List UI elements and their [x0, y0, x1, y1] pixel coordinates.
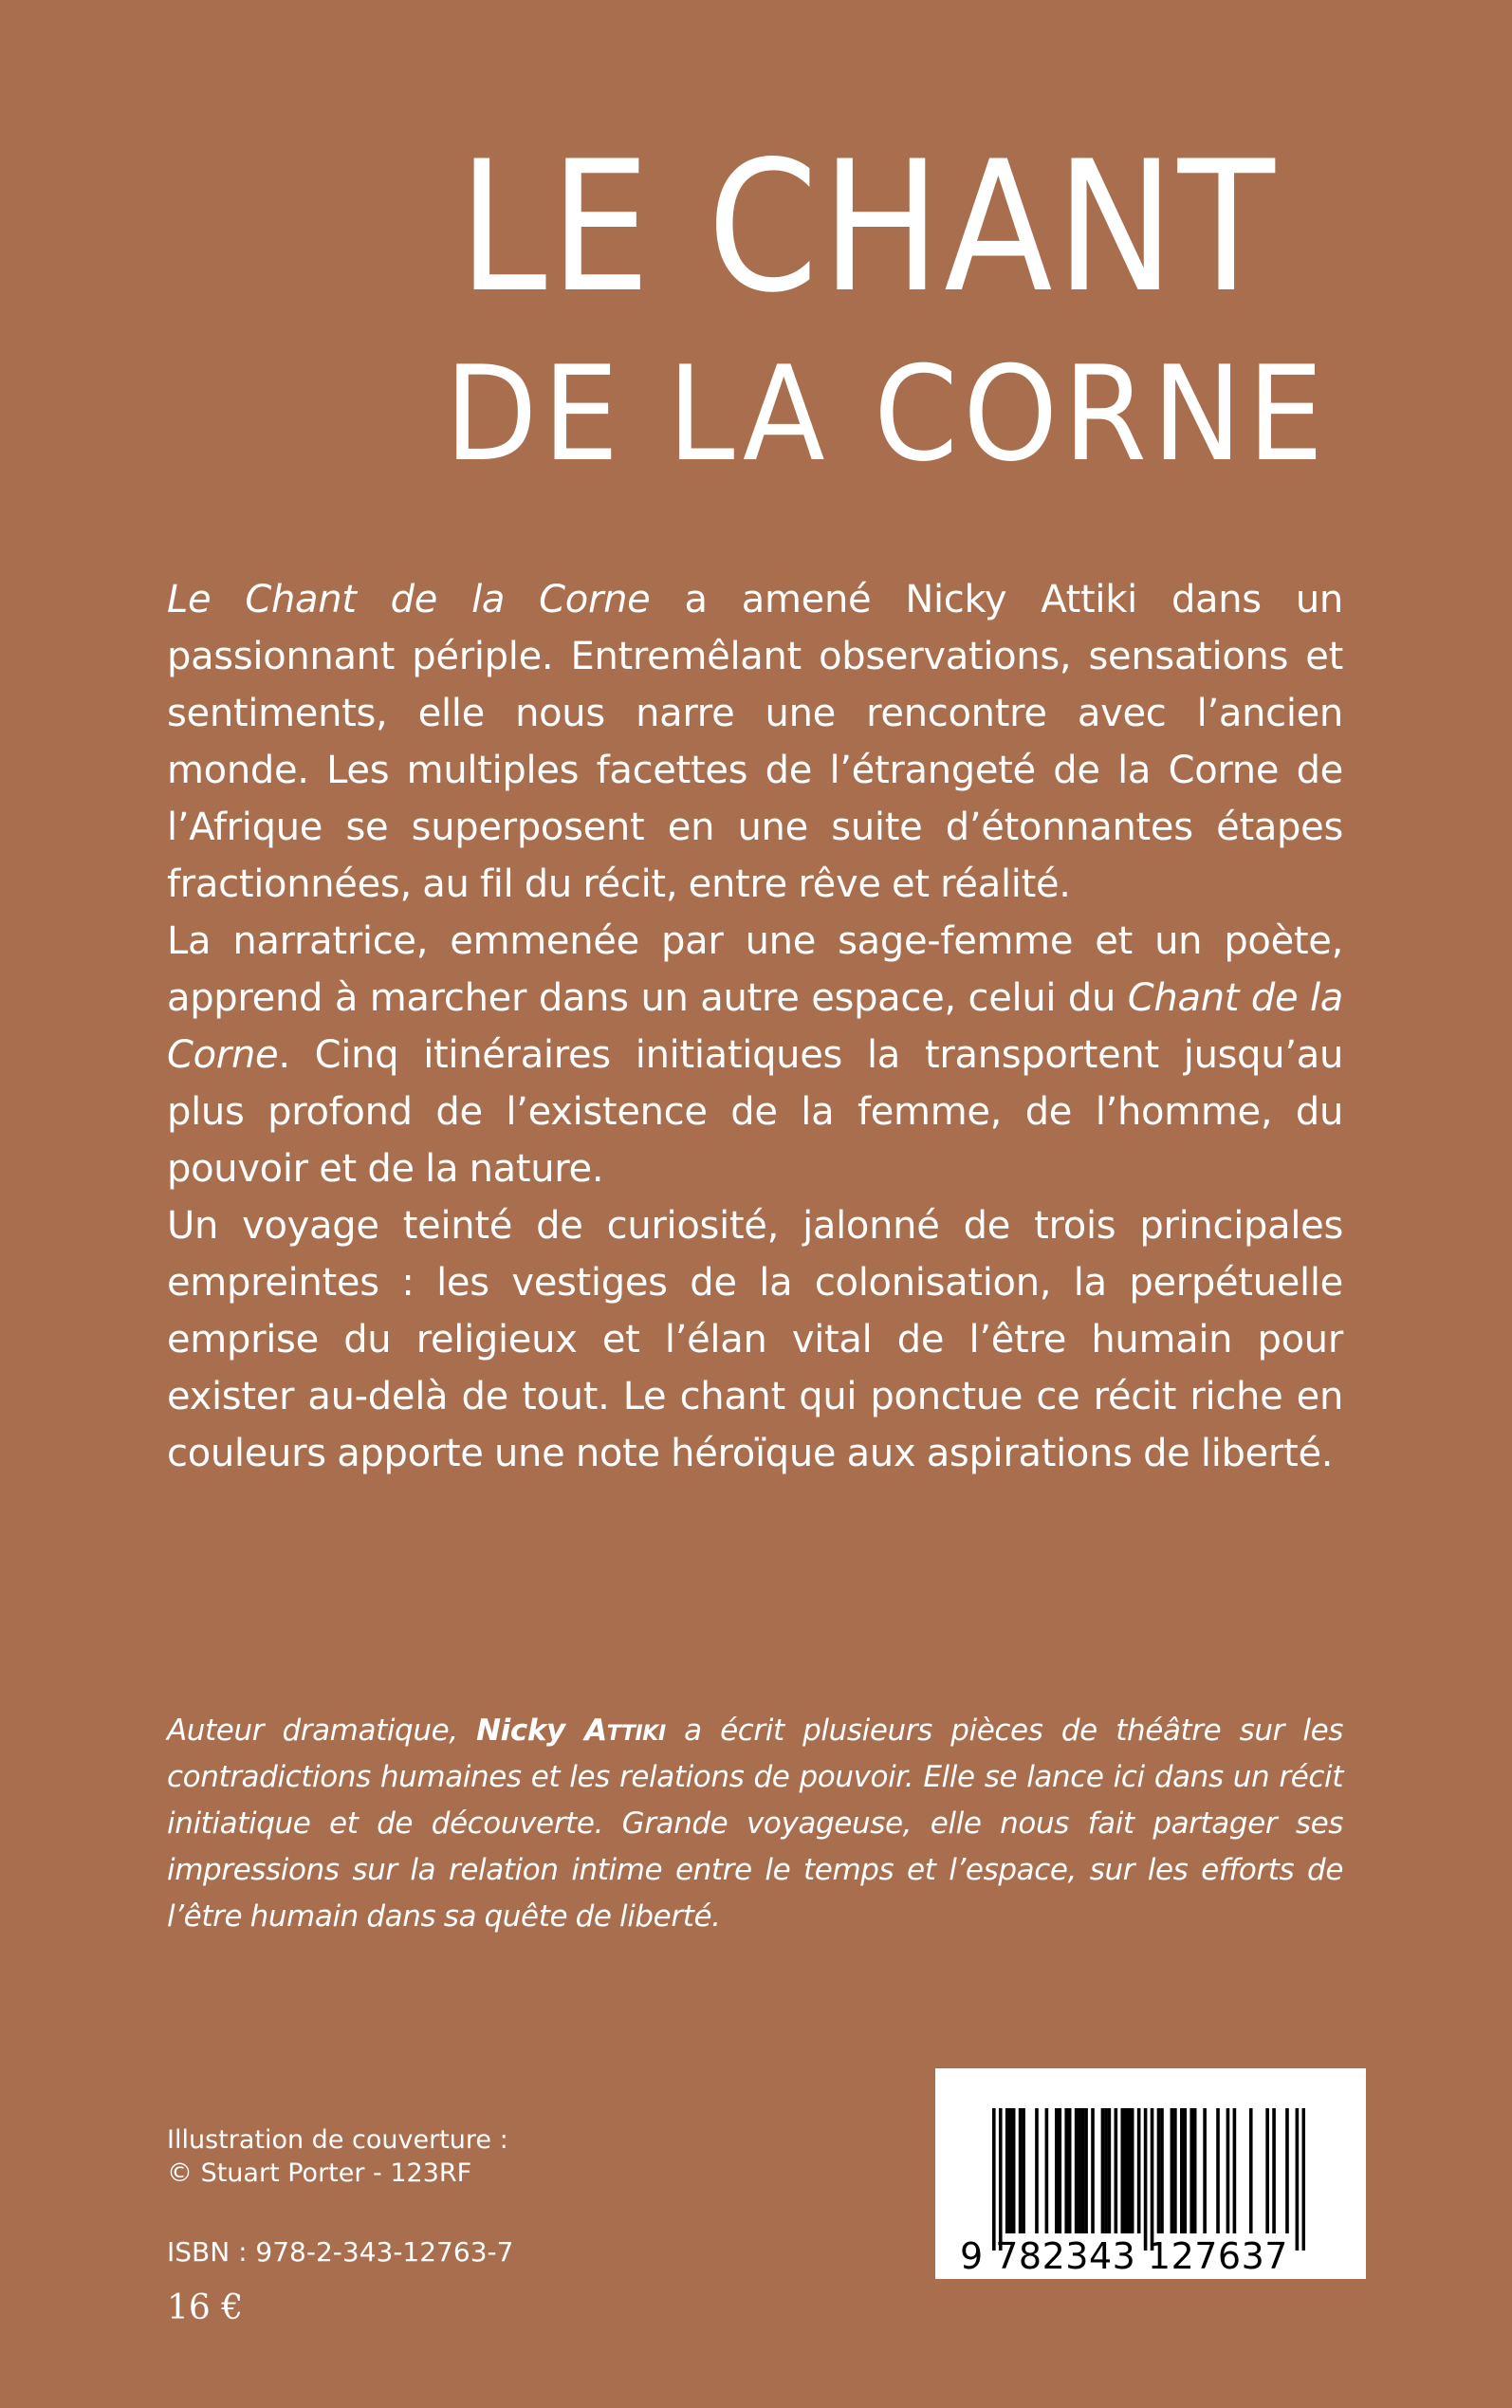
credits-line-2: © Stuart Porter - 123RF: [167, 2158, 472, 2188]
summary-p2-end: . Cinq itinéraires initiatiques la transportent jusqu’au plus profond de l’existence de la femme, de l’homme, du pouvoir et de la nature.: [167, 1033, 1343, 1191]
barcode-bar: [1296, 2108, 1300, 2251]
barcode-bar: [1081, 2108, 1085, 2233]
barcode-bar: [1265, 2108, 1269, 2233]
title-line-2: DE LA CORNE: [444, 338, 1329, 491]
book-title: [417, 122, 1329, 491]
barcode-bar: [1249, 2108, 1253, 2233]
barcode-bar: [1124, 2108, 1128, 2233]
barcode-bar: [1137, 2108, 1141, 2233]
barcode-bar: [1180, 2108, 1184, 2233]
barcode-bar: [1226, 2108, 1230, 2233]
barcode-bar: [1189, 2108, 1193, 2233]
barcode-bar: [1157, 2108, 1161, 2233]
barcode-bar: [1045, 2108, 1049, 2233]
bio-intro: Auteur dramatique,: [167, 1713, 477, 1748]
barcode-bar: [1008, 2108, 1012, 2233]
barcode-bar: [1012, 2108, 1016, 2233]
summary-title-italic: Le Chant de la Corne: [167, 578, 651, 621]
bio-text: a écrit plusieurs pièces de théâtre sur les contradictions humaines et les relations de pouvoir. Elle se lance ici dans un récit initiatique et de découverte. Grande voyageuse, elle nous fait partager ses impressions sur la relation intime entre le temps et l’espace, sur les efforts de l’être humain dans sa quête de liberté.: [167, 1713, 1344, 1934]
summary-paragraph-3: Un voyage teinté de curiosité, jalonné de trois principales empreintes : les vestiges de la colonisation, la perpétuelle emprise du religieux et l’élan vital de l’être humain pour exister au-delà de tout. Le chant qui ponctue ce récit riche en couleurs apporte une note héroïque aux aspirations de liberté.: [167, 1204, 1343, 1475]
barcode-bar: [1160, 2108, 1164, 2233]
barcode-bar: [1005, 2108, 1009, 2233]
author-bio: [167, 1708, 1343, 1940]
barcode-bar: [1101, 2108, 1105, 2233]
barcode-bar: [1171, 2108, 1174, 2233]
barcode-bar: [1115, 2108, 1118, 2233]
isbn-number: ISBN : 978-2-343-12763-7: [167, 2236, 514, 2268]
cover-credits: [167, 2123, 508, 2190]
summary-p2-start: La narratrice, emmenée par une sage-femme et un poète, apprend à marcher dans un autre espace, celui du: [167, 919, 1343, 1020]
barcode-bar: [1022, 2108, 1025, 2233]
barcode-bar: [1055, 2108, 1059, 2233]
barcode-bar: [1173, 2108, 1177, 2233]
barcode-bar: [1285, 2108, 1289, 2233]
barcode-bar: [1144, 2108, 1148, 2251]
author-name: [476, 1713, 666, 1748]
book-summary: [167, 571, 1343, 1482]
barcode-bar: [1183, 2108, 1187, 2233]
barcode-bar: [1151, 2108, 1154, 2251]
barcode-bar: [1127, 2108, 1131, 2233]
barcode-bar: [1233, 2108, 1237, 2233]
barcode-digits: 9 782343 127637: [960, 2235, 1288, 2277]
barcode-bar: [1035, 2108, 1039, 2233]
barcode-bar: [1131, 2108, 1134, 2233]
barcode-bar: [1216, 2108, 1220, 2233]
barcode-bar: [1019, 2108, 1023, 2233]
barcode-bar: [1091, 2108, 1095, 2233]
barcode-bars: [992, 2108, 1305, 2251]
summary-paragraph-1: [167, 571, 1343, 913]
barcode: [935, 2068, 1366, 2279]
author-first-name: Nicky: [476, 1713, 585, 1748]
barcode-bar: [1075, 2108, 1079, 2233]
summary-p2-italic: Chant de la Corne: [167, 976, 1343, 1077]
barcode-bar: [992, 2108, 996, 2251]
credits-line-1: Illustration de couverture :: [167, 2125, 508, 2155]
barcode-bar: [1068, 2108, 1072, 2233]
barcode-bar: [1104, 2108, 1108, 2233]
barcode-bar: [1272, 2108, 1276, 2233]
summary-p1-text: a amené Nicky Attiki dans un passionnant périple. Entremêlant observations, sensations et sentiments, elle nous narre une rencontre avec l’ancien monde. Les multiples facettes de l’étrangeté de la Corne de l’Afrique se superposent en une suite d’étonnantes étapes fractionnées, au fil du récit, entre rêve et réalité.: [167, 578, 1343, 906]
barcode-bar: [1108, 2108, 1112, 2233]
price: 16 €: [167, 2288, 244, 2327]
barcode-bar: [1064, 2108, 1068, 2233]
author-last-name: Attiki: [584, 1713, 666, 1748]
summary-paragraph-2: [167, 913, 1343, 1197]
barcode-bar: [1120, 2108, 1124, 2233]
barcode-bar: [1302, 2108, 1305, 2251]
barcode-bar: [1078, 2108, 1081, 2233]
barcode-bar: [999, 2108, 1003, 2251]
title-line-1: LE CHANT: [458, 122, 1279, 332]
barcode-bar: [1058, 2108, 1061, 2233]
barcode-bar: [1084, 2108, 1088, 2233]
barcode-bar: [1193, 2108, 1197, 2233]
barcode-bar: [1203, 2108, 1207, 2233]
